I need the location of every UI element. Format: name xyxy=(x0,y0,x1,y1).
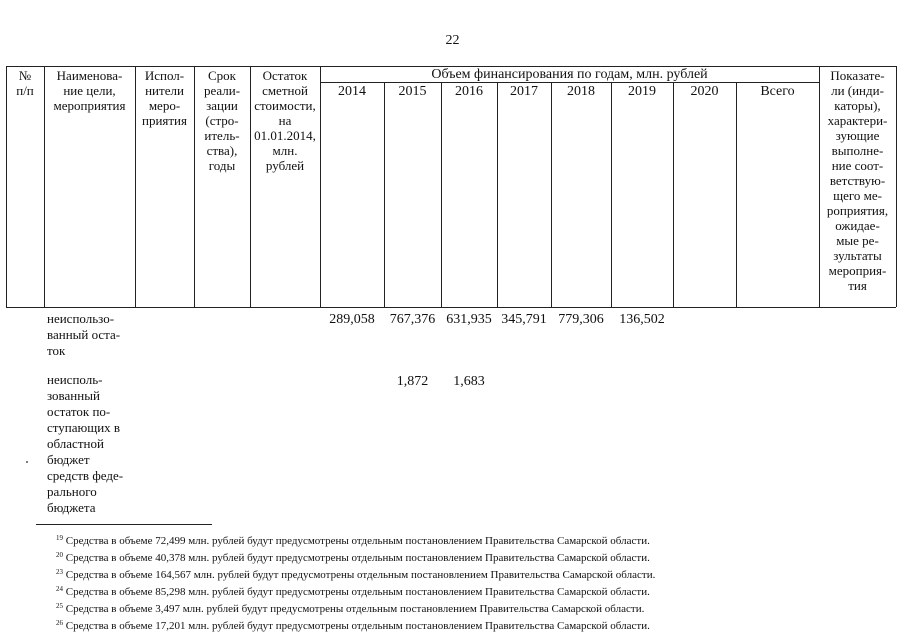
footnote: $^{19}$ Средства в объеме 72,499 млн. рублей будут предусмотрены отдельным постановлением Правительства Самарской области. xyxy=(56,534,650,547)
header-year-2015: 2015 xyxy=(398,84,427,99)
header-number: № п/п xyxy=(16,68,34,98)
cell-value: 779,306 xyxy=(558,312,604,327)
cell-value: 767,376 xyxy=(389,312,436,327)
footnotes xyxy=(56,531,876,633)
header-financing: Объем финансирования по годам, млн. рублей xyxy=(431,67,708,82)
footnote: $^{26}$ Средства в объеме 17,201 млн. рублей будут предусмотрены отдельным постановлением Правительства Самарской области. xyxy=(56,619,650,632)
footnote: $^{25}$ Средства в объеме 3,497 млн. рублей будут предусмотрены отдельным постановлением Правительства Самарской области. xyxy=(56,602,645,615)
header-year-2019: 2019 xyxy=(628,84,656,99)
footnote: $^{20}$ Средства в объеме 40,378 млн. рублей будут предусмотрены отдельным постановлением Правительства Самарской области. xyxy=(56,551,650,564)
header-indicators: Показате- ли (инди- каторы), характери- зующие выполне- ние соот- ветствую- щего ме- роприятия, ожидае- мые ре- зультаты мероприя- тия xyxy=(826,68,889,293)
cell-value: 289,058 xyxy=(329,312,375,327)
header-name: Наименова- ние цели, мероприятия xyxy=(53,68,126,113)
footnote-rule xyxy=(36,524,212,525)
cell-value: 1,683 xyxy=(453,374,485,389)
cell-value: 345,791 xyxy=(501,312,547,327)
page-number: 22 xyxy=(445,33,460,48)
header-year-2018: 2018 xyxy=(567,84,595,99)
footnote: $^{24}$ Средства в объеме 85,298 млн. рублей будут предусмотрены отдельным постановлением Правительства Самарской области. xyxy=(56,585,650,598)
cell-value: 1,872 xyxy=(396,374,429,389)
header-year-2017: 2017 xyxy=(510,84,538,99)
header-total: Всего xyxy=(760,84,795,99)
cell-value: 136,502 xyxy=(619,312,665,327)
header-year-2020: 2020 xyxy=(690,84,719,99)
header-term: Срок реали- зации (стро- итель- ства), годы xyxy=(203,68,241,173)
row-name: неиспользо- ванный оста- ток xyxy=(47,311,121,358)
cell-value: 631,935 xyxy=(446,312,492,327)
footnote: $^{23}$ Средства в объеме 164,567 млн. рублей будут предусмотрены отдельным постановлением Правительства Самарской области. xyxy=(56,568,656,581)
header-executors: Испол- нители меро- приятия xyxy=(141,68,187,128)
scan-speck xyxy=(26,461,28,463)
row-name: неисполь- зованный остаток по- ступающих в областной бюджет средств феде- рального бюджета xyxy=(47,372,124,515)
header-year-2016: 2016 xyxy=(455,84,483,99)
header-year-2014: 2014 xyxy=(338,84,366,99)
header-remaining-cost: Остаток сметной стоимости, на 01.01.2014, млн. рублей xyxy=(254,68,316,173)
